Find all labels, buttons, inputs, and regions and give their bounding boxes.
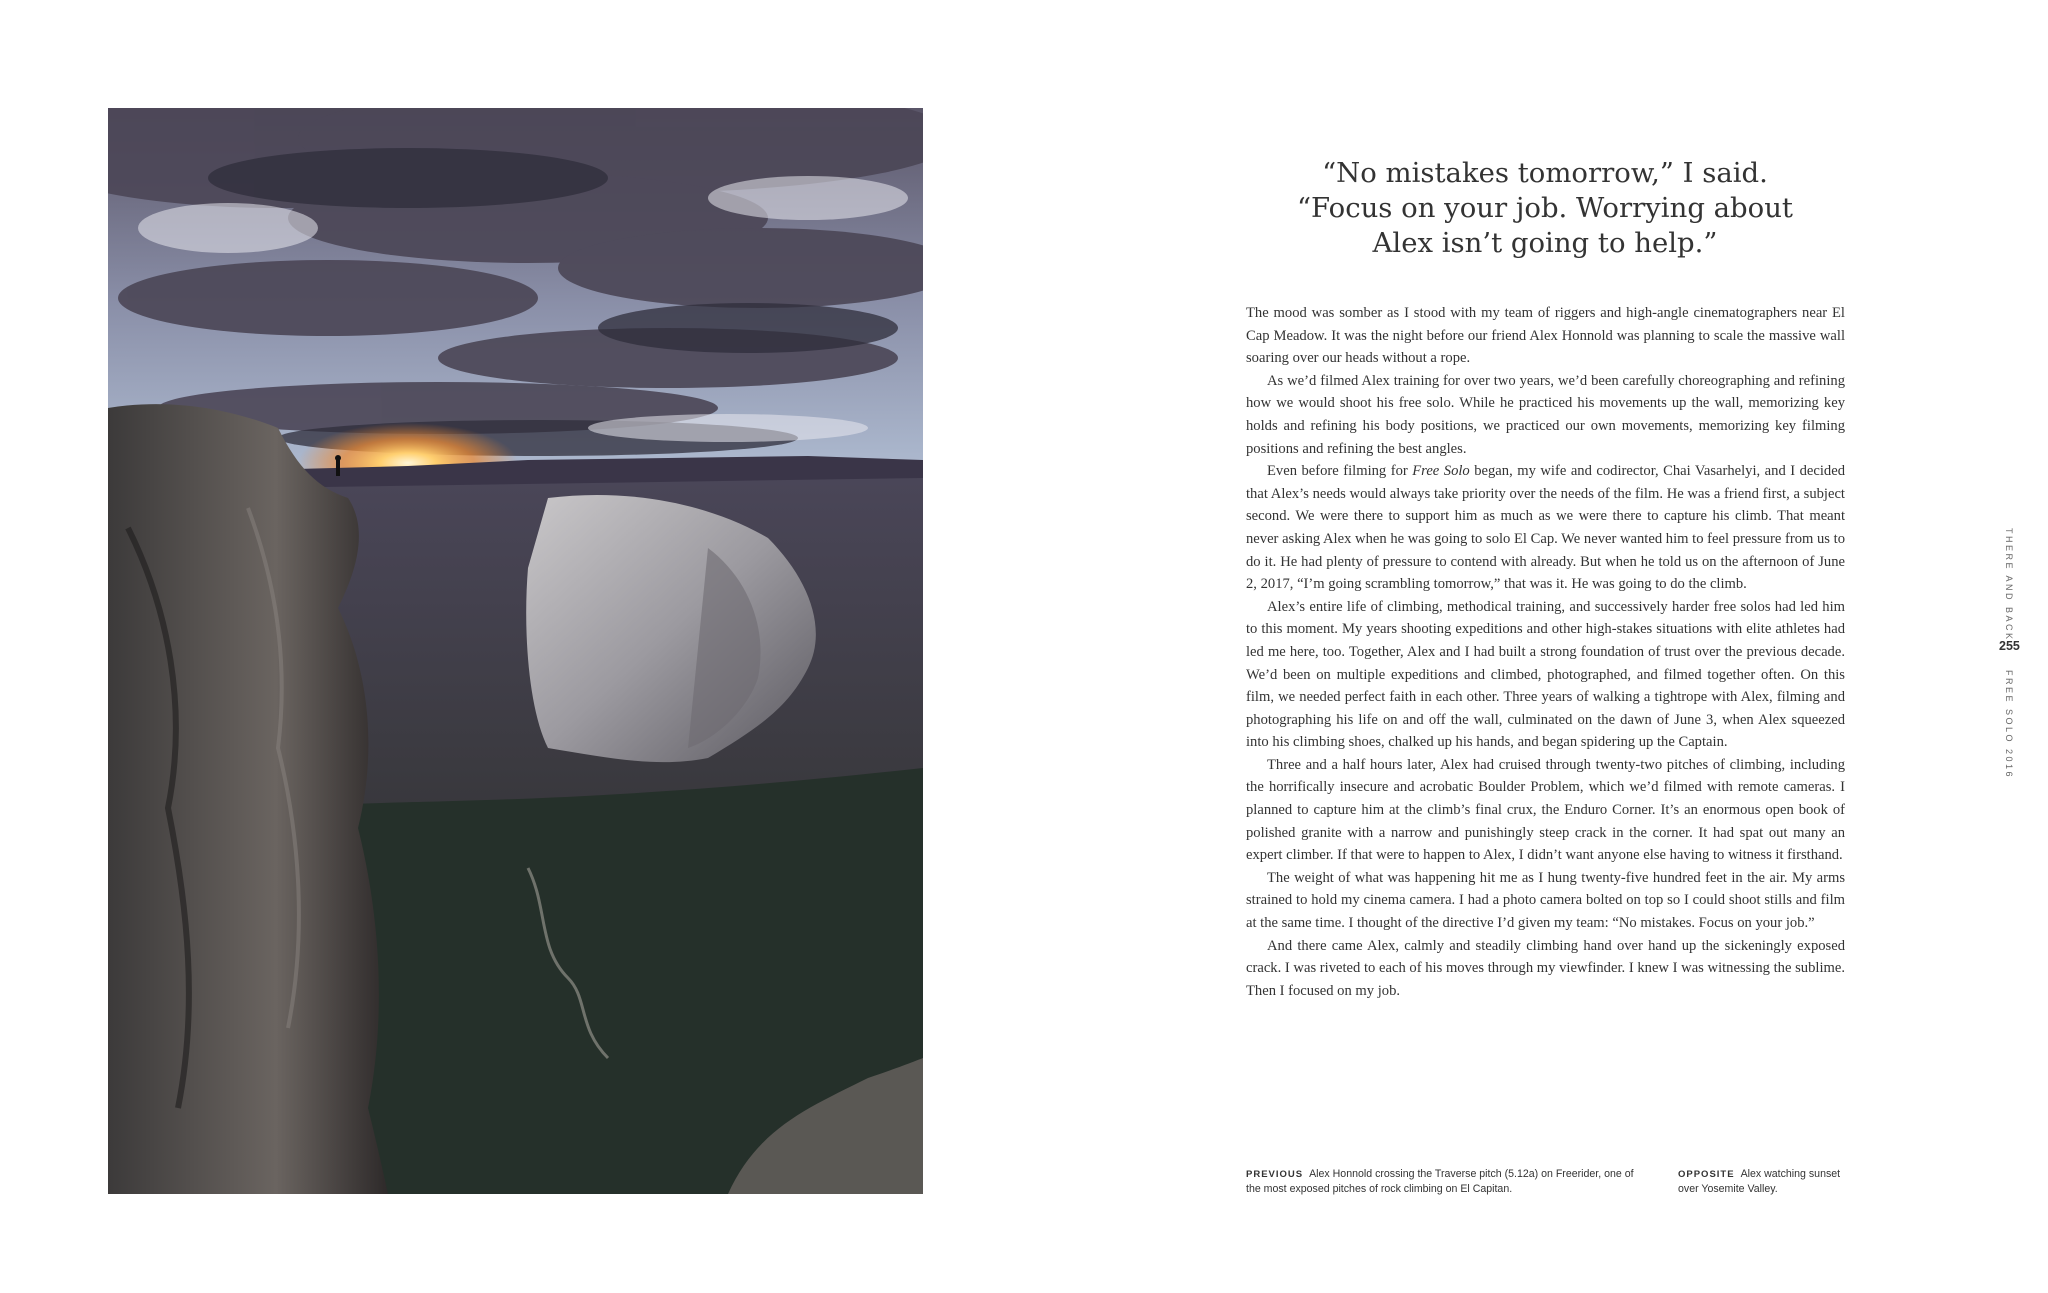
caption-opposite (1678, 1167, 1858, 1197)
paragraph: Three and a half hours later, Alex had cruised through twenty-two pitches of climbing, including the horrifically insecure and acrobatic Boulder Problem, which we’d filmed with remote cameras. I planned to capture him at the climb’s final crux, the Enduro Corner. It’s an enormous open book of polished granite with a narrow and punishingly steep crack in the corner. It had spat out many an expert climber. If that were to happen to Alex, I didn’t want anyone else having to witness it firsthand. (1246, 756, 1845, 864)
pull-quote-line: “Focus on your job. Worrying about (1297, 192, 1793, 224)
pull-quote (1180, 156, 1910, 261)
paragraph: And there came Alex, calmly and steadily climbing hand over hand up the sickeningly exposed crack. I was riveted to each of his moves through my viewfinder. I knew I was witnessing the sublime. Then I focused on my job. (1246, 937, 1845, 999)
photo-illustration (108, 108, 923, 1194)
pull-quote-line: Alex isn’t going to help.” (1372, 227, 1718, 259)
page-number: 255 (1999, 639, 2020, 653)
caption-previous (1246, 1167, 1646, 1197)
caption-label: PREVIOUS (1246, 1169, 1304, 1180)
paragraph: Alex’s entire life of climbing, methodical training, and successively harder free solos had led him to this moment. My years shooting expeditions and other high-stakes situations with elite athletes had led me here, too. Together, Alex and I had built a strong foundation of trust over the previous decade. We’d been on multiple expeditions and climbed, photographed, and filmed together often. On this film, we needed perfect faith in each other. Three years of walking a tightrope with Alex, filming and photographing his life on and off the wall, culminated on the dawn of June 3, when Alex squeezed into his climbing shoes, chalked up his hands, and began spidering up the Captain. (1246, 598, 1845, 751)
paragraph-text: began, my wife and codirector, Chai Vasarhelyi, and I decided that Alex’s needs would always take priority over the needs of the film. He was a friend first, a subject second. We were there to support him as much as we were there to capture his climb. That meant never asking Alex when he was going to solo El Cap. We never wanted him to feel pressure from us to do it. He had plenty of pressure to contend with already. But when he told us on the afternoon of June 2, 2017, “I’m going scrambling tomorrow,” that was it. He was going to do the climb. (1246, 463, 1845, 593)
body-text (1246, 302, 1845, 1002)
sunset-cliff-photo (108, 108, 923, 1194)
paragraph: The mood was somber as I stood with my team of riggers and high-angle cinematographers near El Cap Meadow. It was the night before our friend Alex Honnold was planning to scale the massive wall soaring over our heads without a rope. (1246, 305, 1845, 367)
running-head (1999, 528, 2021, 780)
chapter-title: FREE SOLO 2016 (2004, 670, 2014, 780)
paragraph (1246, 460, 1845, 596)
section-title: THERE AND BACK (2004, 528, 2014, 642)
film-title: Free Solo (1412, 463, 1470, 480)
paragraph: The weight of what was happening hit me as I hung twenty-five hundred feet in the air. My arms strained to hold my cinema camera. I had a photo camera bolted on top so I could shoot stills and film at the same time. I thought of the directive I’d given my team: “No mistakes. Focus on your job.” (1246, 869, 1845, 932)
caption-text: Alex watching sunset over Yosemite Valley. (1678, 1168, 1841, 1195)
paragraph: As we’d filmed Alex training for over two years, we’d been carefully choreographing and refining how we would shoot his free solo. While he practiced his movements up the wall, memorizing key holds and refining his body positions, we practiced our own movements, memorizing key filming positions and refining the best angles. (1246, 372, 1845, 457)
caption-text: Alex Honnold crossing the Traverse pitch (5.12a) on Freerider, one of the most exposed pitches of rock climbing on El Capitan. (1246, 1168, 1634, 1195)
caption-label: OPPOSITE (1678, 1169, 1735, 1180)
paragraph-text: Even before filming for (1267, 463, 1413, 480)
pull-quote-line: “No mistakes tomorrow,” I said. (1322, 157, 1768, 189)
